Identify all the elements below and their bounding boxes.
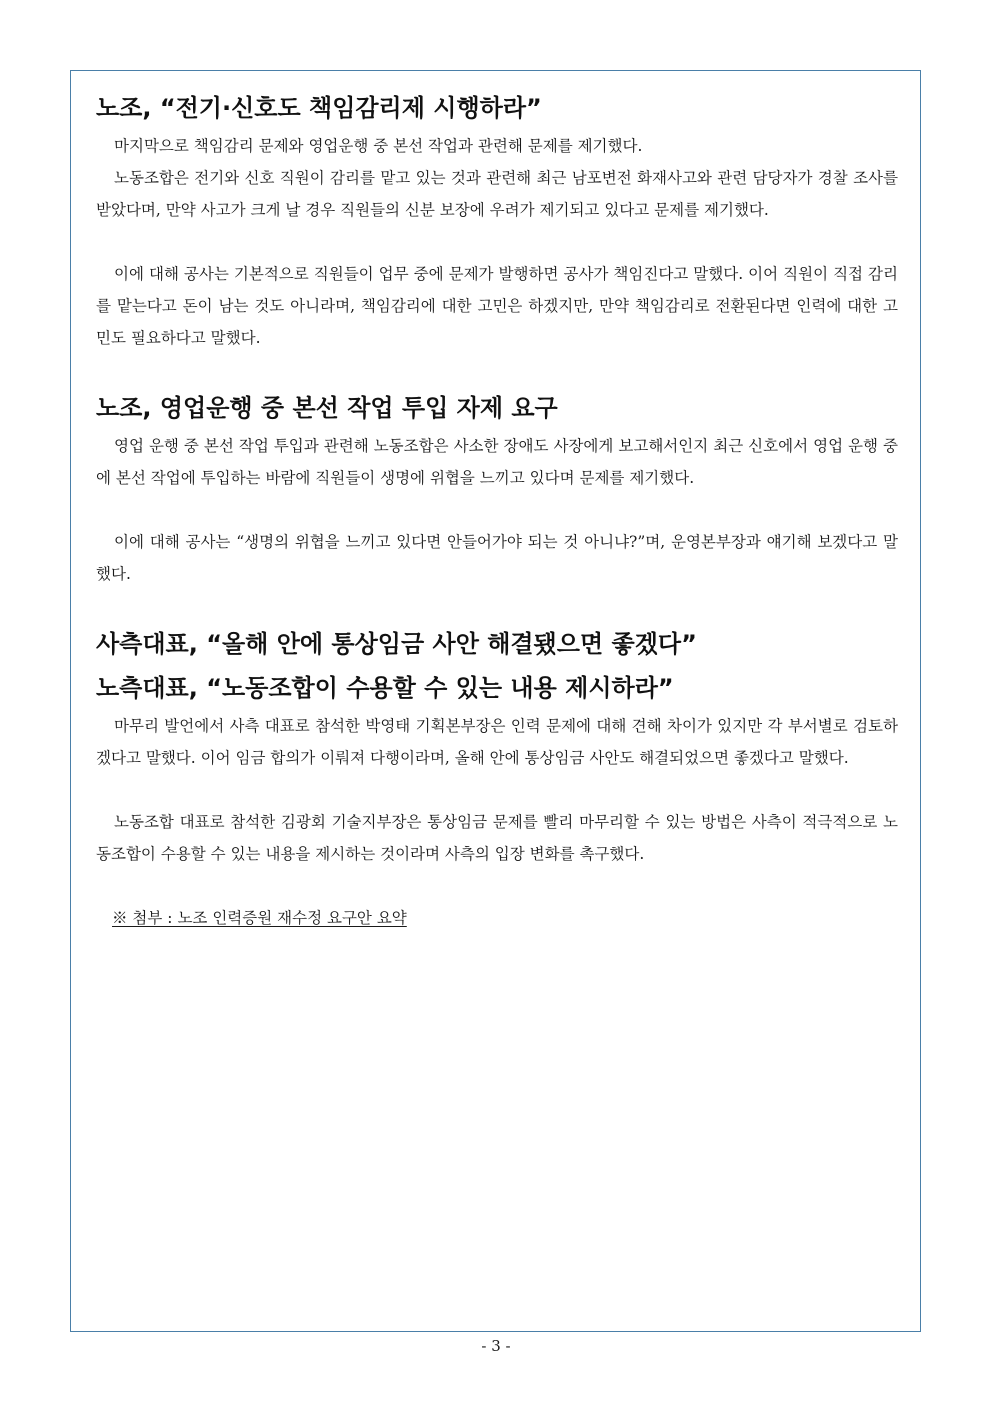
section-heading: 사측대표, “올해 안에 통상임금 사안 해결됐으면 좋겠다” [96, 630, 697, 658]
paragraph-spacer [96, 226, 898, 258]
section-heading: 노조, “전기·신호도 책임감리제 시행하라” [96, 94, 542, 122]
paragraph: 마지막으로 책임감리 문제와 영업운행 중 본선 작업과 관련해 문제를 제기했다. [114, 137, 643, 155]
section-spacer [96, 354, 898, 386]
section-closing-remarks [96, 622, 898, 870]
section-responsible-supervision [96, 86, 898, 354]
paragraph: 노동조합은 전기와 신호 직원이 감리를 맡고 있는 것과 관련해 최근 남포변전 화재사고와 관련 담당자가 경찰 조사를 받았다며, 만약 사고가 크게 날 경우 직원들의 신분 보장에 우려가 제기되고 있다고 문제를 제기했다. [96, 169, 898, 219]
attachment-note: ※ 첨부 : 노조 인력증원 재수정 요구안 요약 [112, 909, 407, 927]
paragraph: 영업 운행 중 본선 작업 투입과 관련해 노동조합은 사소한 장애도 사장에게 보고해서인지 최근 신호에서 영업 운행 중에 본선 작업에 투입하는 바람에 직원들이 생명에 위협을 느끼고 있다며 문제를 제기했다. [96, 437, 898, 487]
paragraph: 마무리 발언에서 사측 대표로 참석한 박영태 기획본부장은 인력 문제에 대해 견해 차이가 있지만 각 부서별로 검토하겠다고 말했다. 이어 임금 합의가 이뤄져 다행이라며, 올해 안에 통상임금 사안도 해결되었으면 좋겠다고 말했다. [96, 717, 898, 767]
section-heading: 노측대표, “노동조합이 수용할 수 있는 내용 제시하라” [96, 674, 674, 702]
page-number: - 3 - [481, 1337, 511, 1355]
paragraph: 이에 대해 공사는 “생명의 위협을 느끼고 있다면 안들어가야 되는 것 아니냐?”며, 운영본부장과 얘기해 보겠다고 말했다. [96, 533, 898, 583]
section-spacer [96, 870, 898, 902]
document-body [96, 86, 898, 934]
section-heading: 노조, 영업운행 중 본선 작업 투입 자제 요구 [96, 394, 558, 422]
paragraph: 노동조합 대표로 참석한 김광회 기술지부장은 통상임금 문제를 빨리 마무리할 수 있는 방법은 사측이 적극적으로 노동조합이 수용할 수 있는 내용을 제시하는 것이라며 사측의 입장 변화를 촉구했다. [96, 813, 898, 863]
paragraph-spacer [96, 494, 898, 526]
paragraph: 이에 대해 공사는 기본적으로 직원들이 업무 중에 문제가 발행하면 공사가 책임진다고 말했다. 이어 직원이 직접 감리를 맡는다고 돈이 남는 것도 아니라며, 책임감리에 대한 고민은 하겠지만, 만약 책임감리로 전환된다면 인력에 대한 고민도 필요하다고 말했다. [96, 265, 898, 347]
paragraph-spacer [96, 774, 898, 806]
section-spacer [96, 590, 898, 622]
section-mainline-work [96, 386, 898, 590]
